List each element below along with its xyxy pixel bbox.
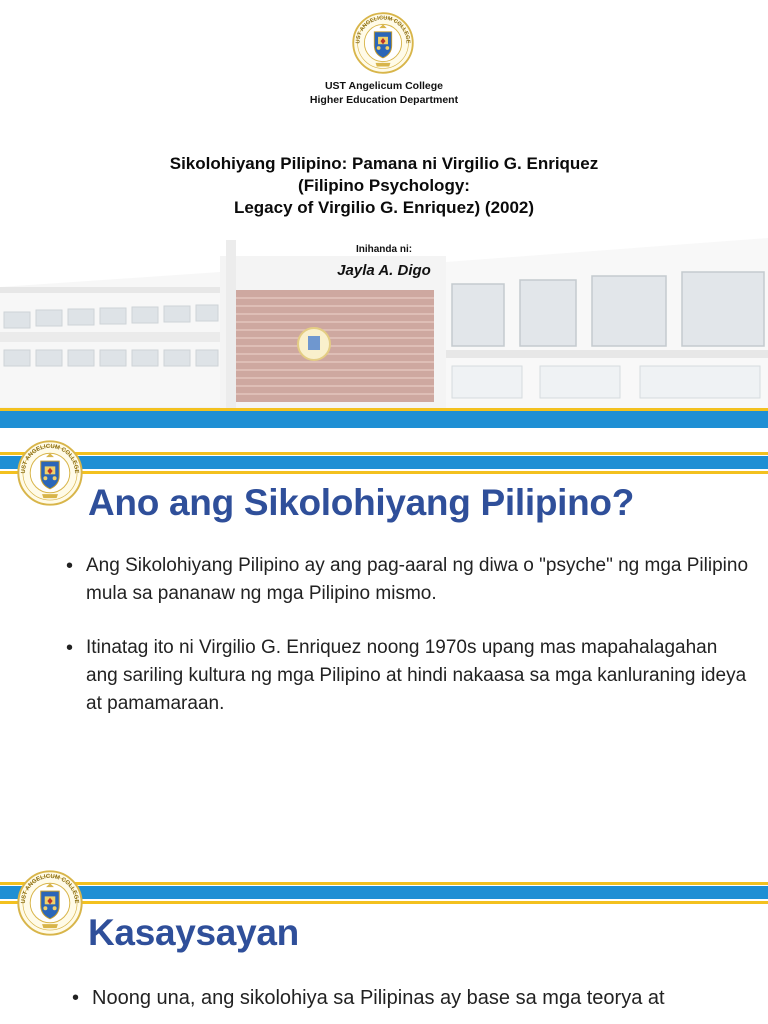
- slide-heading: Kasaysayan: [88, 912, 299, 953]
- bullet-item: • Ang Sikolohiyang Pilipino ay ang pag-aaral ng diwa o "psyche" ng mga Pilipino mula sa pananaw ng mga Pilipino mismo.: [62, 552, 752, 608]
- bullet-list: [68, 984, 758, 1024]
- seal-ring-text: UST ANGELICUM COLLEGE: [355, 15, 411, 44]
- presentation-title-line-2: (Filipino Psychology:: [298, 176, 470, 195]
- bullet-item: • Itinatag ito ni Virgilio G. Enriquez noong 1970s upang mas mapahalagahan ang sariling kultura ng mga Pilipino at hindi nakaasa sa mga kanluraning ideya at pamamaraan.: [62, 634, 752, 718]
- content-slide-definition: [0, 428, 768, 846]
- blue-stripe: [0, 456, 768, 469]
- seal-ring-text: UST ANGELICUM COLLEGE: [20, 873, 80, 904]
- presentation-title-line-3: Legacy of Virgilio G. Enriquez) (2002): [233, 198, 535, 217]
- title-slide: [0, 0, 768, 428]
- prepared-by-label: Inihanda ni:: [355, 244, 413, 255]
- college-seal-logo: [352, 12, 414, 74]
- bullet-list: [62, 552, 752, 744]
- college-name: UST Angelicum College: [324, 80, 444, 92]
- blue-stripe: [0, 886, 768, 899]
- content-slide-history: [0, 846, 768, 1024]
- presentation-title-line-1: Sikolohiyang Pilipino: Pamana ni Virgilio G. Enriquez: [169, 154, 599, 173]
- author-name: Jayla A. Digo: [337, 262, 431, 279]
- building-illustration: [0, 232, 768, 408]
- bullet-item: • Noong una, ang sikolohiya sa Pilipinas ay base sa mga teorya at: [68, 984, 758, 1012]
- seal-ring-text: UST ANGELICUM COLLEGE: [20, 443, 80, 474]
- slide-heading: Ano ang Sikolohiyang Pilipino?: [88, 482, 635, 523]
- gold-stripe: [0, 471, 768, 474]
- gold-stripe: [0, 452, 768, 455]
- department-name: Higher Education Department: [309, 94, 459, 106]
- blue-stripe: [0, 411, 768, 428]
- gold-stripe: [0, 882, 768, 885]
- college-seal-logo: [17, 440, 83, 506]
- gold-stripe: [0, 901, 768, 904]
- college-seal-logo: [17, 870, 83, 936]
